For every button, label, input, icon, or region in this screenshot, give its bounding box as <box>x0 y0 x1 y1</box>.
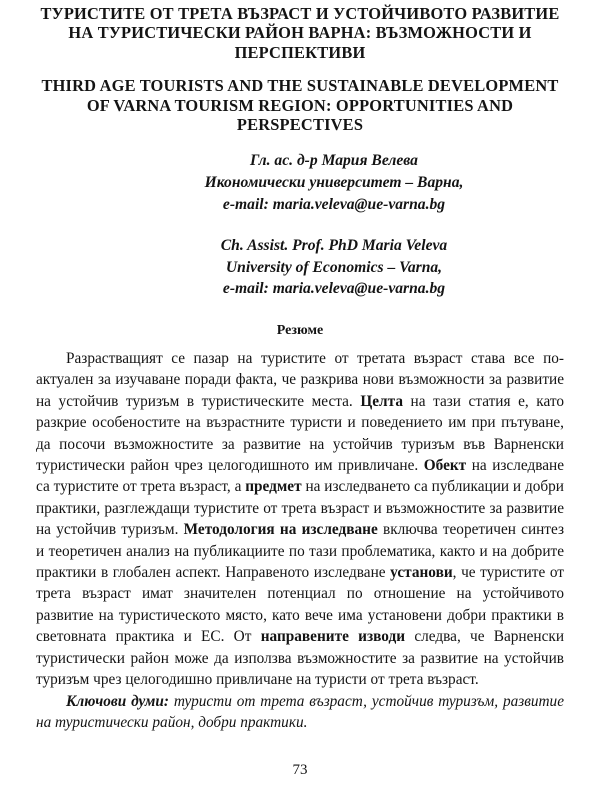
author-email-english[interactable]: e-mail: maria.veleva@ue-varna.bg <box>222 280 446 298</box>
author-email-bulgarian[interactable]: e-mail: maria.veleva@ue-varna.bg <box>222 195 446 213</box>
abstract-bold-goal: Целта <box>360 392 403 410</box>
abstract-text-2: на тази статия е, като разкрие особеностите на възрастните туристи и поведението им при пътуване, да посочи възможностите за развитие на устойчив туризъм във Варненски туристически район чрез целогодишното им привличане. <box>36 392 564 475</box>
abstract-paragraph <box>36 348 564 691</box>
page-number: 73 <box>292 762 308 778</box>
author-affiliation-bulgarian: Икономически университет – Варна, <box>204 174 464 192</box>
abstract-text-3: на изследване са туристите от трета възраст, а <box>36 457 565 496</box>
abstract-bold-methodology: Методология на изследване <box>183 521 378 539</box>
author-section <box>36 150 564 300</box>
abstract-heading: Резюме <box>276 323 324 338</box>
author-block-bulgarian <box>104 150 564 215</box>
abstract-bold-conclusions: направените изводи <box>260 628 406 646</box>
author-name-english: Ch. Assist. Prof. PhD Maria Veleva <box>220 237 448 255</box>
abstract-text-1: Разрастващият се пазар на туристите от третата възраст става все по-актуален за изучаване поради факта, че разкрива нови възможности за развитие на устойчив туризъм в туристическите места. <box>36 350 564 410</box>
author-name-bulgarian: Гл. ас. д-р Мария Велева <box>250 152 418 170</box>
abstract-text-6: , че туристите от трета възраст имат значителен потенциал по отношение на устойчивото развитие на туристическото място, като вече има установени добри практики в световната практика и ЕС. От <box>36 564 564 646</box>
keywords-paragraph <box>36 691 564 734</box>
keywords-text: туристи от трета възраст, устойчив туризъм, развитие на туристически район, добри практики. <box>36 692 564 731</box>
keywords-label: Ключови думи: <box>66 692 169 710</box>
title-english: THIRD AGE TOURISTS AND THE SUSTAINABLE DEVELOPMENT OF VARNA TOURISM REGION: OPPORTUNITIES AND PERSPECTIVES <box>41 76 559 135</box>
abstract-text-7: следва, че Варненски туристически район може да използва възможностите за развитие на устойчив туризъм чрез целогодишно привличане на туристи от трета възраст. <box>36 628 565 689</box>
author-affiliation-english: University of Economics – Varna, <box>225 258 443 276</box>
title-bulgarian: ТУРИСТИТЕ ОТ ТРЕТА ВЪЗРАСТ И УСТОЙЧИВОТО РАЗВИТИЕ НА ТУРИСТИЧЕСКИ РАЙОН ВАРНА: ВЪЗМОЖНОСТИ И ПЕРСПЕКТИВИ <box>40 4 560 62</box>
author-block-english <box>104 235 564 300</box>
abstract-bold-object: Обект <box>423 457 467 475</box>
abstract-text-4: на изследването са публикации и добри практики, разглеждащи туристите от трета възраст и възможностите за развитие на устойчив туризъм. <box>36 478 564 539</box>
abstract-bold-subject: предмет <box>245 478 302 496</box>
abstract-body <box>36 348 564 733</box>
abstract-bold-established: установи <box>390 564 453 582</box>
abstract-text-5: включва теоретичен синтез и теоретичен анализ на публикациите по тази проблематика, както и на добрите практики в глобален аспект. Направеното изследване <box>36 521 565 582</box>
